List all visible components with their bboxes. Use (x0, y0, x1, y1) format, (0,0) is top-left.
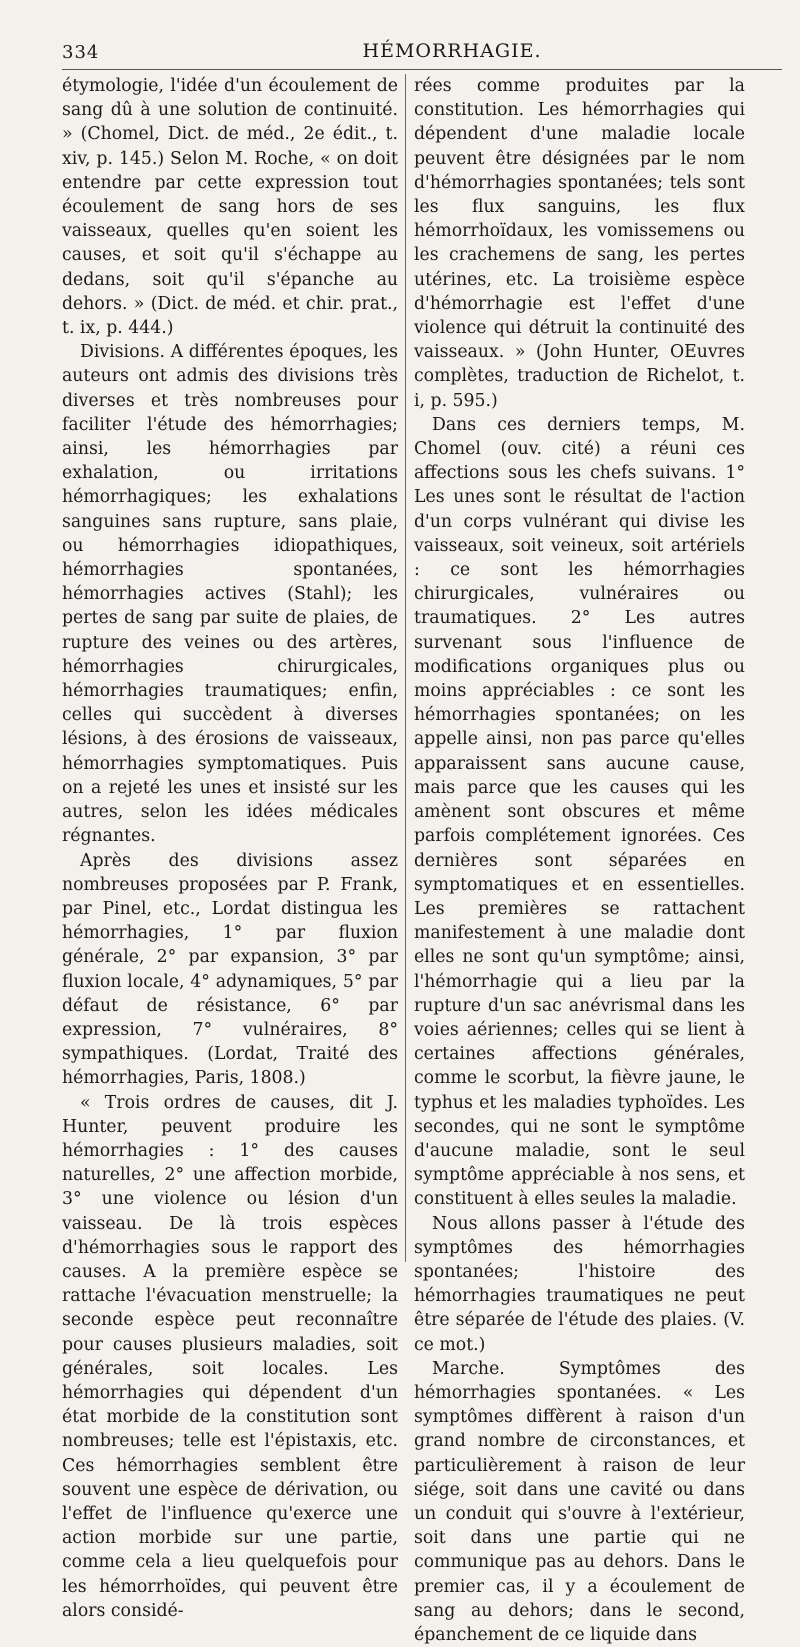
left-column (62, 74, 398, 1623)
paragraph: étymologie, l'idée d'un écoulement de sang dû à une solution de continuité. » (Chomel, Dict. de méd., 2e édit., t. xiv, p. 145.) Selon M. Roche, « on doit entendre par cette expression tout écoulement de sang hors de ses vaisseaux, quelles qu'en soient les causes, et soit qu'il s'échappe au dedans, soit qu'il s'épanche au dehors. » (Dict. de méd. et chir. prat., t. ix, p. 444.) (62, 76, 398, 339)
running-title: HÉMORRHAGIE. (362, 40, 542, 62)
paragraph: Dans ces derniers temps, M. Chomel (ouv. cité) a réuni ces affections sous les chefs suivans. 1° Les unes sont le résultat de l'action d'un corps vulnérant qui divise les vaisseaux, soit veineux, soit artériels : ce sont les hémorrhagies chirurgicales, vulnéraires ou traumatiques. 2° Les autres survenant sous l'influence de modifications organiques plus ou moins appréciables : ce sont les hémorrhagies spontanées; on les appelle ainsi, non pas parce qu'elles apparaissent sans aucune cause, mais parce que les causes qui les amènent sont obscures et même parfois complétement ignorées. Ces dernières sont séparées en symptomatiques et en essentielles. Les premières se rattachent manifestement à une maladie dont elles ne sont qu'un symptôme; ainsi, l'hémorrhagie qui a lieu par la rupture d'un sac anévrismal dans les voies aériennes; celles qui se lient à certaines affections générales, comme le scorbut, la fièvre jaune, le typhus et les maladies typhoïdes. Les secondes, qui ne sont le symptôme d'aucune maladie, sont le seul symptôme appréciable à nos sens, et constituent à elles seules la maladie. (414, 414, 745, 1210)
right-column (414, 74, 745, 1647)
header-rule (62, 69, 782, 70)
column-divider (405, 74, 406, 1262)
page-header (62, 40, 782, 68)
paragraph: Nous allons passer à l'étude des symptômes des hémorrhagies spontanées; l'histoire des hémorrhagies traumatiques ne peut être séparée de l'étude des plaies. (V. ce mot.) (414, 1213, 745, 1355)
paragraph: Après des divisions assez nombreuses proposées par P. Frank, par Pinel, etc., Lordat distingua les hémorrhagies, 1° par fluxion générale, 2° par expansion, 3° par fluxion locale, 4° adynamiques, 5° par défaut de résistance, 6° par expression, 7° vulnéraires, 8° sympathiques. (Lordat, Traité des hémorrhagies, Paris, 1808.) (62, 850, 398, 1089)
paragraph: « Trois ordres de causes, dit J. Hunter, peuvent produire les hémorrhagies : 1° des causes naturelles, 2° une affection morbide, 3° une violence ou lésion d'un vaisseau. De là trois espèces d'hémorrhagies sous le rapport des causes. A la première espèce se rattache l'évacuation menstruelle; la seconde espèce peut reconnaître pour causes plusieurs maladies, soit générales, soit locales. Les hémorrhagies qui dépendent d'un état morbide de la constitution sont nombreuses; telle est l'épistaxis, etc. Ces hémorrhagies semblent être souvent une espèce de dérivation, ou l'effet de l'influence qu'exerce une action morbide sur une partie, comme cela a lieu quelquefois pour les hémorrhoïdes, qui peuvent être alors considé- (62, 1092, 398, 1621)
page-number: 334 (62, 42, 100, 63)
paragraph: Marche. Symptômes des hémorrhagies spontanées. « Les symptômes diffèrent à raison d'un grand nombre de circonstances, et particulièrement à raison de leur siége, soit dans une cavité ou dans un conduit qui s'ouvre à l'extérieur, soit dans une partie qui ne communique pas au dehors. Dans le premier cas, il y a écoulement de sang au dehors; dans le second, épanchement de ce liquide dans (414, 1358, 745, 1645)
paragraph: rées comme produites par la constitution. Les hémorrhagies qui dépendent d'une maladie locale peuvent être désignées par le nom d'hémorrhagies spontanées; tels sont les flux sanguins, les flux hémorrhoïdaux, les vomissemens ou les crachemens de sang, les pertes utérines, etc. La troisième espèce d'hémorrhagie est l'effet d'une violence qui détruit la continuité des vaisseaux. » (John Hunter, OEuvres complètes, traduction de Richelot, t. i, p. 595.) (414, 76, 745, 411)
paragraph: Divisions. A différentes époques, les auteurs ont admis des divisions très diverses et très nombreuses pour faciliter l'étude des hémorrhagies; ainsi, les hémorrhagies par exhalation, ou irritations hémorrhagiques; les exhalations sanguines sans rupture, sans plaie, ou hémorrhagies idiopathiques, hémorrhagies spontanées, hémorrhagies actives (Stahl); les pertes de sang par suite de plaies, de rupture des veines ou des artères, hémorrhagies chirurgicales, hémorrhagies traumatiques; enfin, celles qui succèdent à diverses lésions, à des érosions de vaisseaux, hémorrhagies symptomatiques. Puis on a rejeté les unes et insisté sur les autres, selon les idées médicales régnantes. (62, 342, 398, 847)
